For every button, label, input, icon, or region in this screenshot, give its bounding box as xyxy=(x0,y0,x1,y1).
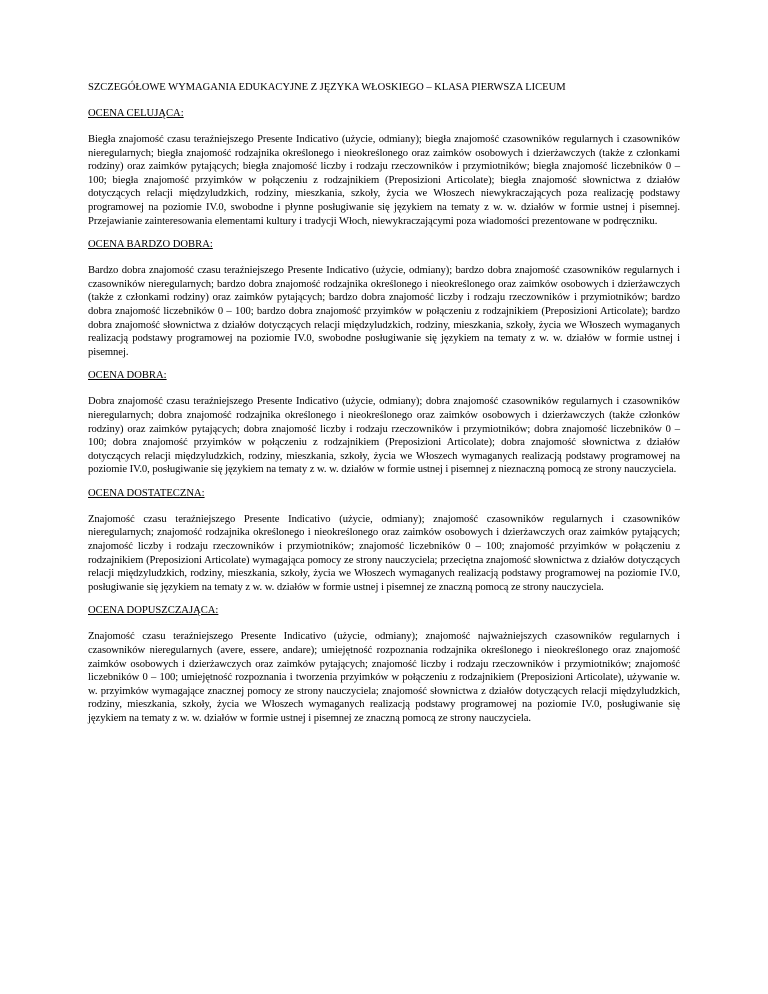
section-body: Biegła znajomość czasu teraźniejszego Presente Indicativo (użycie, odmiany); biegła znajomość czasowników regularnych i czasowników nieregularnych; biegła znajomość rodzajnika określonego i nieokreślonego oraz zaimków osobowych i dzierżawczych (także z członkami rodziny) oraz zaimków pytających; biegła znajomość liczby i rodzaju rzeczowników i przymiotników; biegła znajomość liczebników 0 – 100; biegła znajomość przyimków w połączeniu z rodzajnikiem (Preposizioni Articolate); biegła znajomość słownictwa z działów dotyczących relacji międzyludzkich, rodziny, mieszkania, szkoły, życia we Włoszech niewykraczających poza realizację podstawy programowej na poziomie IV.0, swobodne i płynne posługiwanie się językiem na tematy z w. w. działów w formie ustnej i pisemnej. Przejawianie zainteresowania elementami kultury i tradycji Włoch, niewykraczającymi poza wiadomości prezentowane w podręczniku. xyxy=(88,134,680,227)
section-heading: OCENA DOPUSZCZAJĄCA: xyxy=(88,605,219,617)
section-celujaca xyxy=(88,107,680,228)
section-heading: OCENA CELUJĄCA: xyxy=(88,108,184,119)
section-heading: OCENA DOBRA: xyxy=(88,370,167,382)
document-page xyxy=(88,81,680,736)
section-dostateczna xyxy=(88,487,680,595)
section-bardzo-dobra xyxy=(88,238,680,359)
section-body: Znajomość czasu teraźniejszego Presente Indicativo (użycie, odmiany); znajomość najważniejszych czasowników regularnych i czasowników nieregularnych (avere, essere, andare); umiejętność rozpoznania rodzajnika określonego i nieokreślonego oraz znajomość zaimków osobowych i dzierżawczych oraz zaimków pytających; znajomość liczby i rodzaju rzeczowników i przymiotników; znajomość liczebników 0 – 100; umiejętność rozpoznania i tworzenia przyimków w połączeniu z rodzajnikiem (Preposizioni Articolate), używanie w. w. przyimków wymagające znacznej pomocy ze strony nauczyciela; znajomość słownictwa z działów dotyczących relacji międzyludzkich, rodziny, mieszkania, szkoły, życia we Włoszech wymaganych realizacją podstawy programowej na poziomie IV.0, posługiwanie się językiem na tematy z w. w. działów w formie ustnej i pisemnej ze znaczną pomocą ze strony nauczyciela. xyxy=(88,631,680,724)
section-dobra xyxy=(88,369,680,477)
section-body: Bardzo dobra znajomość czasu teraźniejszego Presente Indicativo (użycie, odmiany); bardzo dobra znajomość czasowników regularnych i czasowników nieregularnych; bardzo dobra znajomość rodzajnika określonego i nieokreślonego oraz zaimków osobowych i dzierżawczych (także z członkami rodziny) oraz zaimków pytających; bardzo dobra znajomość liczby i rodzaju rzeczowników i przymiotników; bardzo dobra znajomość liczebników 0 – 100; bardzo dobra znajomość przyimków w połączeniu z rodzajnikiem (Preposizioni Articolate); bardzo dobra znajomość słownictwa z działów dotyczących relacji międzyludzkich, rodziny, mieszkania, szkoły, życia we Włoszech wymaganych realizacją podstawy programowej na poziomie IV.0, swobodne posługiwanie się językiem na tematy z w. w. działów w formie ustnej i pisemnej. xyxy=(88,265,680,358)
section-heading: OCENA BARDZO DOBRA: xyxy=(88,239,213,251)
section-dopuszczajaca xyxy=(88,604,680,725)
section-body: Znajomość czasu teraźniejszego Presente Indicativo (użycie, odmiany); znajomość czasowników regularnych i czasowników nieregularnych; znajomość rodzajnika określonego i nieokreślonego oraz zaimków osobowych i dzierżawczych oraz zaimków pytających; znajomość liczby i rodzaju rzeczowników i przymiotników; znajomość liczebników 0 – 100; znajomość przyimków w połączeniu z rodzajnikiem (Preposizioni Articolate) wymagająca pomocy ze strony nauczyciela; przeciętna znajomość słownictwa z działów dotyczących relacji międzyludzkich, rodziny, mieszkania, szkoły, życia we Włoszech wymaganych realizacją podstawy programowej na poziomie IV.0, posługiwanie się językiem na tematy z w. w. działów w formie ustnej i pisemnej ze znaczną pomocą ze strony nauczyciela. xyxy=(88,513,680,593)
section-body: Dobra znajomość czasu teraźniejszego Presente Indicativo (użycie, odmiany); dobra znajomość czasowników regularnych i czasowników nieregularnych; dobra znajomość rodzajnika określonego i nieokreślonego oraz zaimków osobowych i dzierżawczych (także członków rodziny) oraz zaimków pytających; dobra znajomość liczby i rodzaju rzeczowników i przymiotników; dobra znajomość liczebników 0 – 100; dobra znajomość przyimków w połączeniu z rodzajnikiem (Preposizioni Articolate); dobra znajomość słownictwa z działów dotyczących relacji międzyludzkich, rodziny, mieszkania, szkoły, życia we Włoszech wymaganych realizacją podstawy programowej na poziomie IV.0, posługiwanie się językiem na tematy z w. w. działów w formie ustnej i pisemnej z nieznaczną pomocą ze strony nauczyciela. xyxy=(88,396,680,476)
section-heading: OCENA DOSTATECZNA: xyxy=(88,487,205,499)
document-title: SZCZEGÓŁOWE WYMAGANIA EDUKACYJNE Z JĘZYKA WŁOSKIEGO – KLASA PIERWSZA LICEUM xyxy=(88,82,566,93)
